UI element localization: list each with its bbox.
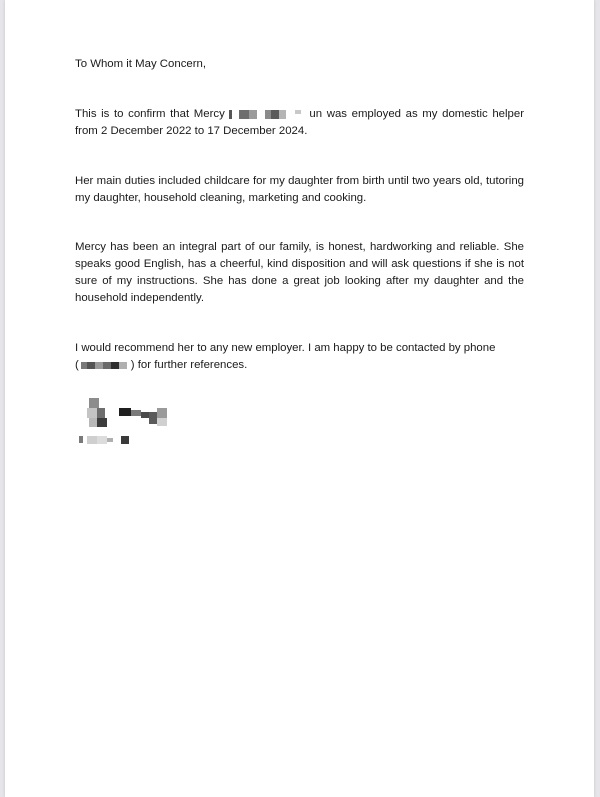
phone-open-paren: ( [75,359,79,371]
salutation: To Whom it May Concern, [75,58,207,70]
recommendation-line: I would recommend her to any new employer. I am happy to be contacted by phone [75,342,496,354]
letter-page [5,0,594,797]
paragraph-employment-start: This is to confirm that Mercy [75,108,230,120]
paragraph-employment-end: was employed as my domestic helper from 2 December 2022 to 17 December 2024. [75,108,524,137]
paragraph-employment [75,106,524,140]
paragraph-character: Mercy has been an integral part of our family, is honest, hardworking and reliable. She speaks good English, has a cheerful, kind disposition and will ask questions if she is not sure of my instructions. She has done a great job looking after my daughter and the household independently. [75,241,524,304]
phone-after: ) for further references. [130,359,248,371]
redacted-phone [79,359,131,371]
paragraph-recommendation [75,340,524,374]
paragraph-duties: Her main duties included childcare for my daughter from birth until two years old, tutoring my daughter, household cleaning, marketing and cooking. [75,175,524,204]
redacted-signature [75,398,175,448]
redacted-surname [229,108,309,120]
surname-tail: un [309,108,323,120]
